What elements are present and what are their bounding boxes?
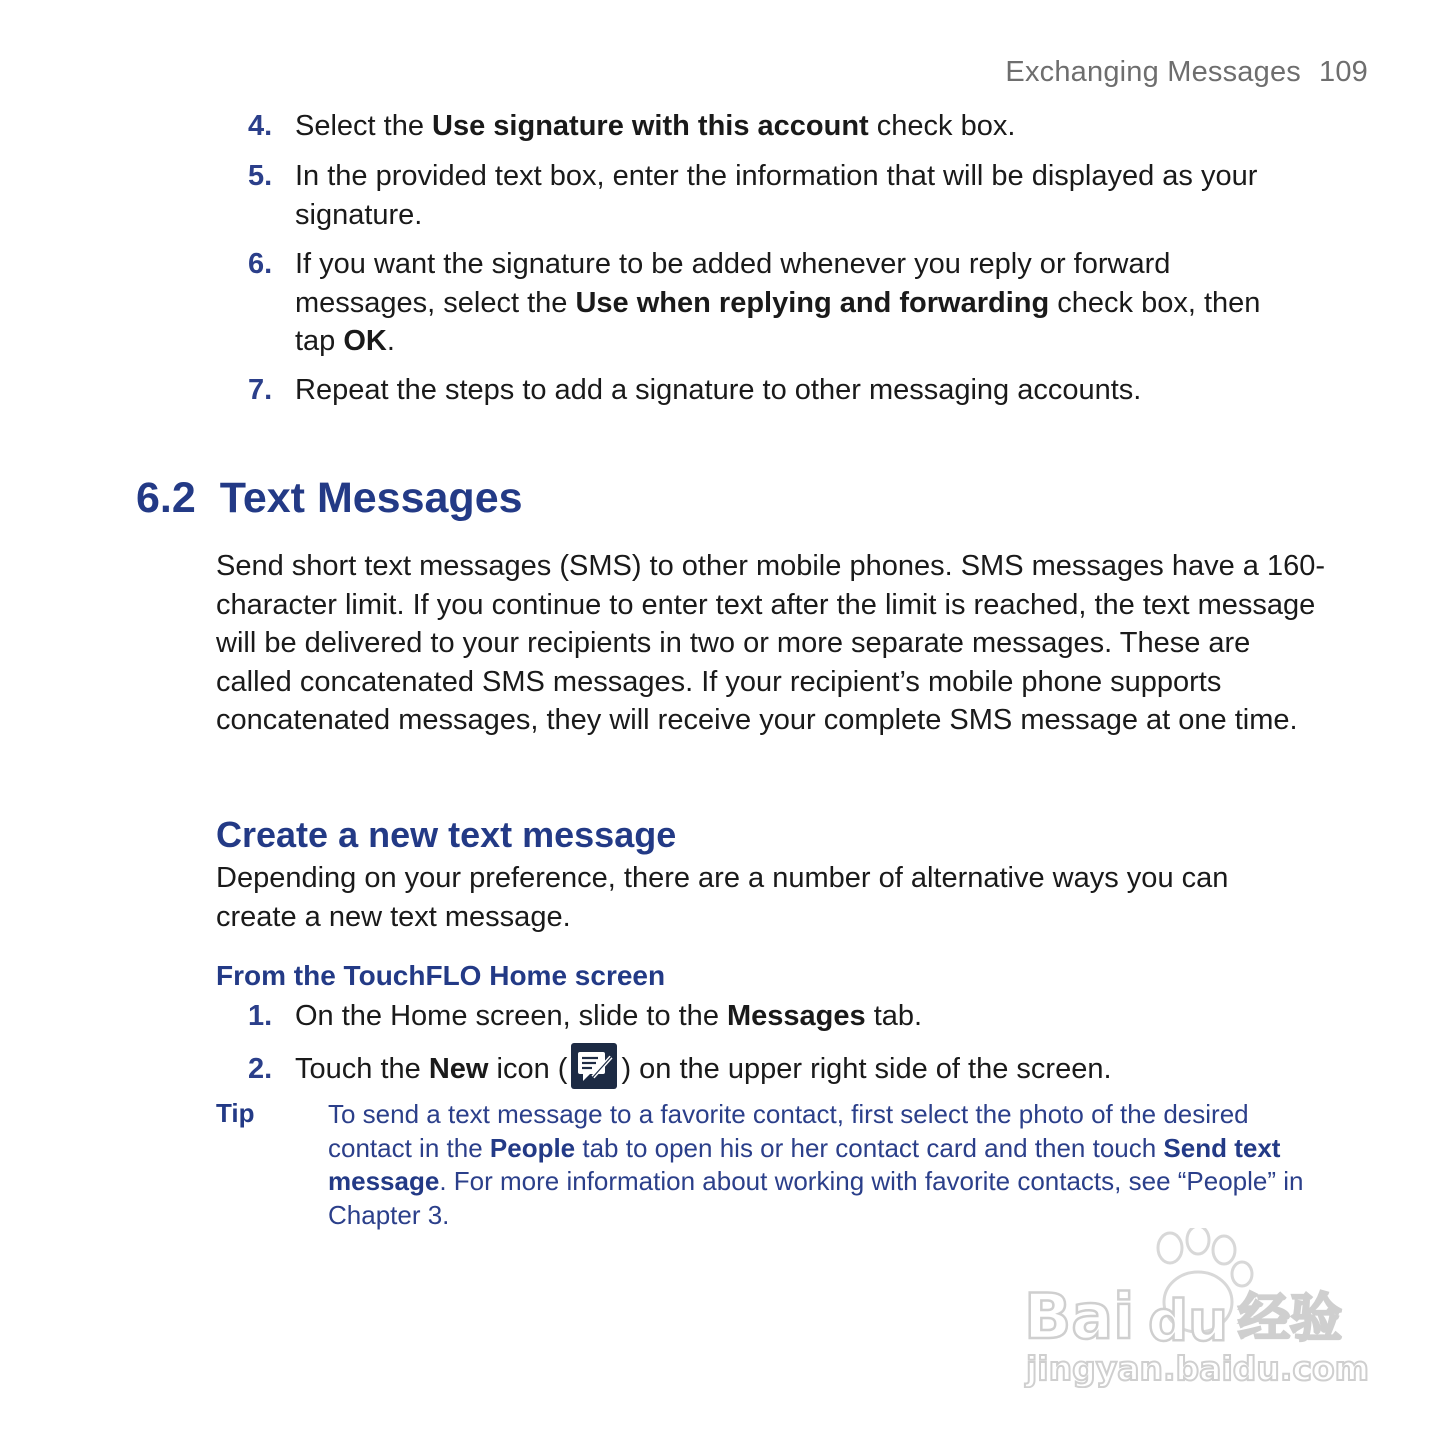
new-message-icon: [571, 1043, 617, 1089]
home-step-1: 1. On the Home screen, slide to the Messages tab.: [248, 997, 1328, 1036]
step-number: 5.: [248, 160, 273, 192]
section-heading: [136, 474, 523, 523]
step-number: 7.: [248, 374, 273, 406]
step-7: 7. Repeat the steps to add a signature to other messaging accounts.: [248, 371, 1328, 410]
subsubsection-heading: From the TouchFLO Home screen: [216, 960, 666, 991]
ui-term: Use when replying and forwarding: [575, 286, 1050, 319]
ui-term: New: [428, 1053, 489, 1085]
tip-text: To send a text message to a favorite contact, first select the photo of the desired contact in the People tab to open his or her contact card and then touch Send text message. For more information about working with favorite contacts, see “People” in Chapter 3.: [328, 1099, 1304, 1230]
step-number: 2.: [248, 1053, 273, 1085]
svg-text:jingyan.baidu.com: jingyan.baidu.com: [1026, 1349, 1370, 1388]
step-5: 5. In the provided text box, enter the information that will be displayed as your signature.: [248, 157, 1328, 234]
page-header: [1005, 56, 1368, 89]
step-number: 1.: [248, 1000, 273, 1032]
subsection-paragraph: Depending on your preference, there are a number of alternative ways you can create a new text message.: [216, 862, 1229, 933]
section-title: Text Messages: [219, 474, 523, 522]
svg-text:du: du: [1148, 1289, 1228, 1354]
ui-term: People: [489, 1132, 576, 1163]
step-number: 4.: [248, 110, 273, 142]
step-4: 4. Select the Use signature with this account check box.: [248, 107, 1328, 146]
tip-label: Tip: [216, 1098, 255, 1128]
subsection-heading: Create a new text message: [216, 814, 677, 855]
ui-term: Send text message: [328, 1132, 1281, 1196]
ui-term: Messages: [727, 1000, 866, 1032]
intro-paragraph: Send short text messages (SMS) to other mobile phones. SMS messages have a 160-character limit. If you continue to enter text after the limit is reached, the text message will be delivered to your recipients in two or more separate messages. These are called concatenated SMS messages. If your recipient’s mobile phone supports concatenated messages, they will receive your complete SMS message at one time.: [216, 550, 1325, 736]
svg-text:Bai: Bai: [1024, 1280, 1135, 1353]
ui-term: Use signature with this account: [432, 110, 869, 142]
section-number: 6.2: [136, 474, 196, 522]
step-6: 6. If you want the signature to be added whenever you reply or forward messages, select the Use when replying and forwarding check box, then tap OK.: [248, 245, 1328, 361]
ui-term: OK: [343, 325, 387, 357]
svg-text:经验: 经验: [1238, 1289, 1343, 1349]
baidu-watermark: [1020, 1228, 1380, 1388]
page-number: 109: [1319, 56, 1368, 88]
baidu-paw-icon: [1020, 1228, 1380, 1388]
chapter-title: Exchanging Messages: [1005, 56, 1301, 88]
step-number: 6.: [248, 248, 273, 280]
home-step-2: 2. Touch the New icon ( ) on the upper right side of the screen.: [248, 1050, 1328, 1089]
